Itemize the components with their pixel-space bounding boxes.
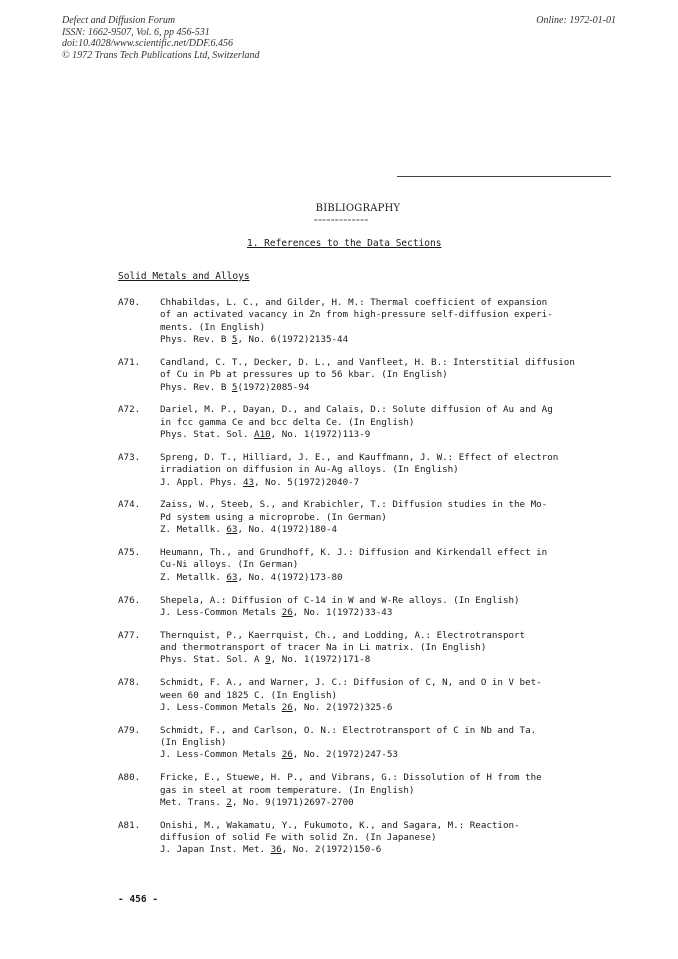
issn-line: ISSN: 1662-9507, Vol. 6, pp 456-531 xyxy=(62,26,210,38)
citation-journal: J. Less-Common Metals xyxy=(160,606,282,618)
reference-text-line: ments. (In English) xyxy=(160,321,266,333)
citation-journal: Phys. Stat. Sol. xyxy=(160,429,255,441)
reference-body xyxy=(160,404,598,441)
citation-volume: 9 xyxy=(265,654,271,666)
reference-body xyxy=(160,595,598,620)
reference-citation xyxy=(160,749,598,761)
reference-text-line: Pd system using a microprobe. (In German) xyxy=(160,511,387,523)
reference-id: A73. xyxy=(118,451,141,463)
reference-entry xyxy=(118,677,598,714)
reference-text-line: Spreng, D. T., Hilliard, J. E., and Kauffmann, J. W.: Effect of electron xyxy=(160,451,559,463)
reference-citation xyxy=(160,429,598,441)
reference-citation xyxy=(160,382,598,394)
citation-issue-pages: , No. 6(1972)2135-44 xyxy=(237,334,349,346)
citation-volume: 63 xyxy=(226,524,238,536)
citation-issue-pages: , No. 2(1972)247-53 xyxy=(292,749,398,761)
citation-issue-pages: , No. 1(1972)171-8 xyxy=(270,654,371,666)
reference-id: A71. xyxy=(118,356,141,368)
citation-volume: 5 xyxy=(231,334,238,346)
reference-text-line: irradiation on diffusion in Au-Ag alloys. (In English) xyxy=(160,464,459,476)
citation-volume: 26 xyxy=(281,606,293,618)
reference-text-line: Schmidt, F. A., and Warner, J. C.: Diffusion of C, N, and O in V bet- xyxy=(160,677,542,689)
reference-text-line: Thernquist, P., Kaerrquist, Ch., and Lodding, A.: Electrotransport xyxy=(160,629,526,641)
reference-body xyxy=(160,499,598,536)
section-heading: Solid Metals and Alloys xyxy=(118,271,250,282)
reference-entry xyxy=(118,725,598,762)
reference-text-line: Shepela, A.: Diffusion of C-14 in W and W-Re alloys. (In English) xyxy=(160,594,520,606)
citation-issue-pages: , No. 1(1972)33-43 xyxy=(292,606,393,618)
citation-issue-pages: , No. 9(1971)2697-2700 xyxy=(231,796,354,808)
citation-issue-pages: (1972)2085-94 xyxy=(237,381,310,393)
reference-body xyxy=(160,547,598,584)
citation-issue-pages: , No. 2(1972)325-6 xyxy=(292,701,393,713)
reference-entry xyxy=(118,547,598,584)
reference-id: A77. xyxy=(118,629,141,641)
reference-text-line: Fricke, E., Stuewe, H. P., and Vibrans, G.: Dissolution of H from the xyxy=(160,772,542,784)
reference-list xyxy=(118,297,598,867)
reference-text-line: of an activated vacancy in Zn from high-pressure self-diffusion experi- xyxy=(160,309,553,321)
reference-citation xyxy=(160,524,598,536)
citation-journal: J. Less-Common Metals xyxy=(160,749,282,761)
reference-text-line: gas in steel at room temperature. (In English) xyxy=(160,784,415,796)
reference-id: A81. xyxy=(118,819,141,831)
reference-text-line: and thermotransport of tracer Na in Li matrix. (In English) xyxy=(160,642,487,654)
journal-header xyxy=(62,15,260,61)
title-decoration: ============= xyxy=(314,217,369,224)
citation-journal: Z. Metallk. xyxy=(160,524,227,536)
reference-id: A78. xyxy=(118,677,141,689)
reference-text-line: Candland, C. T., Decker, D. L., and Vanfleet, H. B.: Interstitial diffusion xyxy=(160,356,575,368)
reference-citation xyxy=(160,654,598,666)
reference-citation xyxy=(160,607,598,619)
reference-text-line: Chhabildas, L. C., and Gilder, H. M.: Thermal coefficient of expansion xyxy=(160,297,548,308)
reference-entry xyxy=(118,404,598,441)
citation-volume: 2 xyxy=(226,796,232,808)
reference-body xyxy=(160,297,598,347)
reference-citation xyxy=(160,844,598,856)
reference-citation xyxy=(160,797,598,809)
reference-citation xyxy=(160,572,598,584)
citation-volume: 26 xyxy=(281,701,293,713)
reference-body xyxy=(160,725,598,762)
citation-journal: Phys. Rev. B xyxy=(160,334,232,346)
page-number: - 456 - xyxy=(118,894,159,905)
reference-entry xyxy=(118,499,598,536)
citation-issue-pages: , No. 2(1972)150-6 xyxy=(281,844,382,856)
doi-line: doi:10.4028/www.scientific.net/DDF.6.456 xyxy=(62,38,234,49)
reference-id: A70. xyxy=(118,297,141,308)
reference-entry xyxy=(118,820,598,857)
reference-entry xyxy=(118,630,598,667)
reference-body xyxy=(160,452,598,489)
citation-journal: J. Less-Common Metals xyxy=(160,701,282,713)
reference-text-line: Onishi, M., Wakamatu, Y., Fukumoto, K., and Sagara, M.: Reaction- xyxy=(160,819,520,831)
reference-text-line: Heumann, Th., and Grundhoff, K. J.: Diffusion and Kirkendall effect in xyxy=(160,546,548,558)
citation-issue-pages: , No. 1(1972)113-9 xyxy=(270,429,371,441)
reference-id: A76. xyxy=(118,594,141,606)
reference-body xyxy=(160,677,598,714)
citation-journal: Z. Metallk. xyxy=(160,571,227,583)
reference-id: A79. xyxy=(118,724,141,736)
reference-body xyxy=(160,820,598,857)
reference-text-line: in fcc gamma Ce and bcc delta Ce. (In English) xyxy=(160,416,415,428)
citation-issue-pages: , No. 5(1972)2040-7 xyxy=(254,476,360,488)
page-title-wrap xyxy=(0,203,678,214)
reference-body xyxy=(160,357,598,394)
reference-body xyxy=(160,630,598,667)
reference-text-line: Dariel, M. P., Dayan, D., and Calais, D.: Solute diffusion of Au and Ag xyxy=(160,404,553,416)
header-rule xyxy=(397,176,611,177)
reference-text-line: of Cu in Pb at pressures up to 56 kbar. (In English) xyxy=(160,369,448,381)
subtitle: 1. References to the Data Sections xyxy=(247,238,442,249)
citation-volume: A10 xyxy=(254,429,271,441)
reference-entry xyxy=(118,357,598,394)
citation-journal: Phys. Rev. B xyxy=(160,381,232,393)
citation-volume: 26 xyxy=(281,749,293,761)
copyright-line: © 1972 Trans Tech Publications Ltd, Switzerland xyxy=(62,49,260,61)
journal-name: Defect and Diffusion Forum xyxy=(62,15,176,26)
citation-journal: Phys. Stat. Sol. A xyxy=(160,654,266,666)
reference-citation xyxy=(160,477,598,489)
reference-body xyxy=(160,772,598,809)
citation-volume: 36 xyxy=(270,844,282,856)
reference-text-line: Cu-Ni alloys. (In German) xyxy=(160,559,299,571)
citation-issue-pages: , No. 4(1972)180-4 xyxy=(237,524,338,536)
reference-entry xyxy=(118,595,598,620)
reference-text-line: Schmidt, F., and Carlson, O. N.: Electrotransport of C in Nb and Ta. xyxy=(160,724,537,736)
citation-journal: J. Appl. Phys. xyxy=(160,476,243,488)
citation-journal: J. Japan Inst. Met. xyxy=(160,844,271,856)
citation-journal: Met. Trans. xyxy=(160,796,227,808)
reference-id: A80. xyxy=(118,772,141,784)
reference-text-line: ween 60 and 1825 C. (In English) xyxy=(160,689,338,701)
page-title: BIBLIOGRAPHY xyxy=(315,203,401,214)
reference-entry xyxy=(118,297,598,347)
reference-id: A72. xyxy=(118,404,141,416)
reference-text-line: diffusion of solid Fe with solid Zn. (In Japanese) xyxy=(160,832,437,844)
reference-citation xyxy=(160,702,598,714)
citation-volume: 43 xyxy=(242,476,255,488)
reference-entry xyxy=(118,772,598,809)
reference-entry xyxy=(118,452,598,489)
reference-id: A74. xyxy=(118,499,141,511)
citation-volume: 5 xyxy=(231,381,238,393)
reference-citation xyxy=(160,334,598,346)
citation-issue-pages: , No. 4(1972)173-80 xyxy=(237,571,343,583)
reference-text-line: (In English) xyxy=(160,737,227,749)
online-date: Online: 1972-01-01 xyxy=(536,15,616,26)
reference-text-line: Zaiss, W., Steeb, S., and Krabichler, T.: Diffusion studies in the Mo- xyxy=(160,499,548,511)
citation-volume: 63 xyxy=(226,571,238,583)
reference-id: A75. xyxy=(118,546,141,558)
